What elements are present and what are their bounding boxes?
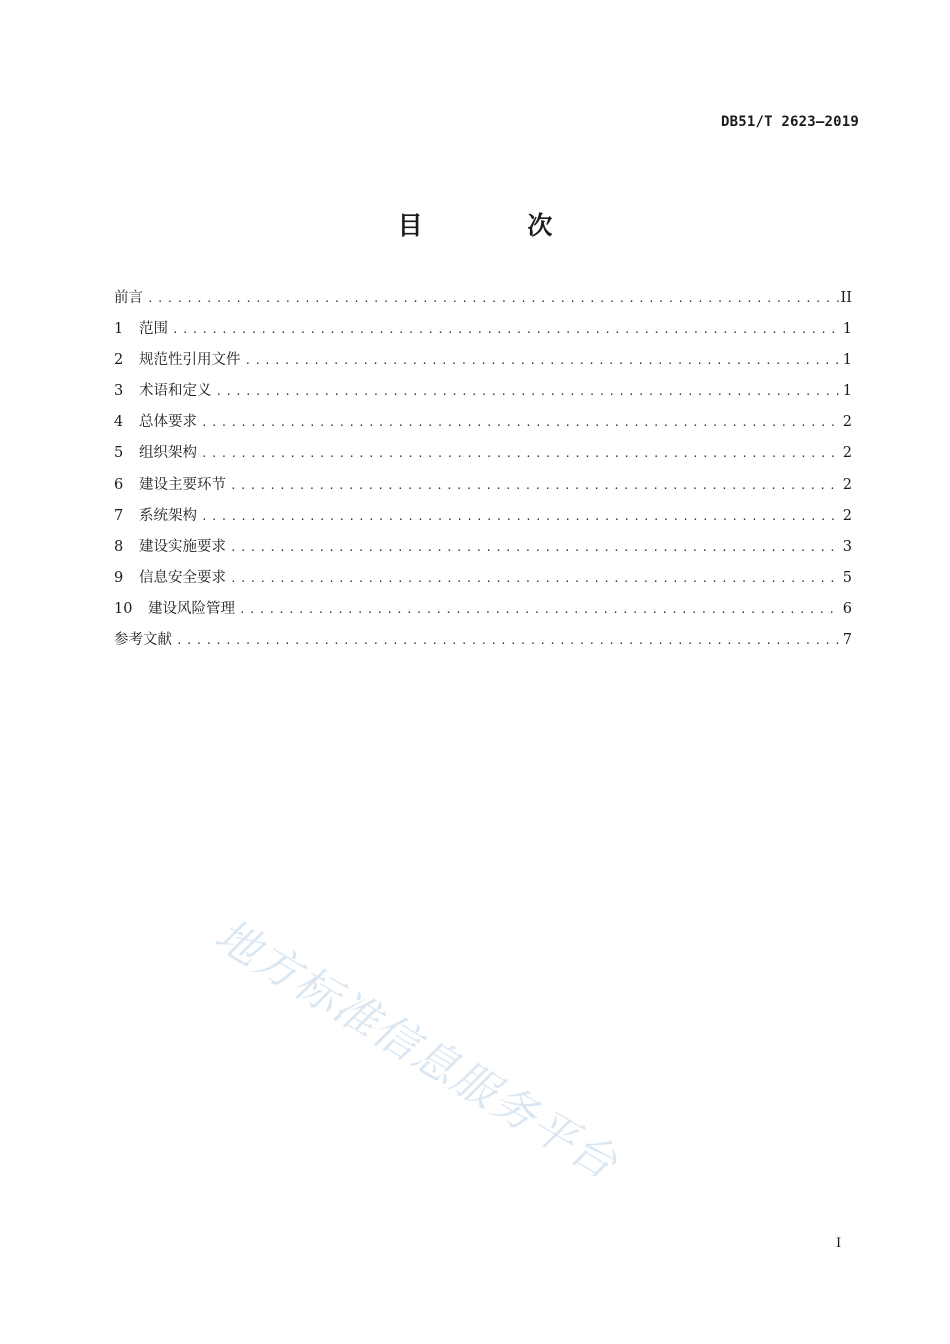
page-number: I <box>836 1236 842 1251</box>
toc-entry-number: 9 <box>114 569 124 586</box>
watermark: 地方标准信息服务平台 <box>206 909 627 1191</box>
toc-entry-page: 3 <box>842 538 852 555</box>
toc-entry-3[interactable] <box>114 379 852 410</box>
toc-entry-9[interactable] <box>114 566 852 597</box>
toc-entry-label: 参考文献 <box>114 632 172 649</box>
toc-entry-4[interactable] <box>114 410 852 441</box>
toc-entry-page: 1 <box>842 383 852 400</box>
toc-entry-number: 5 <box>114 445 124 462</box>
toc-entry-7[interactable] <box>114 504 852 535</box>
toc-entry-page: 2 <box>842 414 852 431</box>
toc-entry-label: 建设主要环节 <box>139 476 226 493</box>
dot-leader <box>201 442 840 466</box>
toc-entry-label: 建设风险管理 <box>148 600 235 617</box>
toc-entry-label: 前言 <box>114 290 143 306</box>
dot-leader <box>245 349 841 373</box>
toc-entry-page: 6 <box>842 600 852 617</box>
toc-entry-page: 5 <box>842 569 852 586</box>
toc-entry-number: 10 <box>114 600 133 617</box>
toc-entry-label: 系统架构 <box>139 507 197 524</box>
toc-entry-label: 术语和定义 <box>139 383 212 400</box>
document-code: DB51/T 2623—2019 <box>720 114 859 130</box>
toc-entry-page: II <box>840 290 852 306</box>
toc-entry-foreword[interactable] <box>114 286 852 317</box>
toc-entry-1[interactable] <box>114 317 852 348</box>
dot-leader <box>216 380 841 404</box>
dot-leader <box>172 318 840 342</box>
toc-entry-number: 1 <box>114 321 124 338</box>
dot-leader <box>230 536 840 560</box>
toc-entry-number: 7 <box>114 507 124 524</box>
dot-leader <box>147 287 840 311</box>
toc-title: 目 次 <box>397 211 601 240</box>
toc-entry-page: 7 <box>842 632 852 649</box>
table-of-contents <box>114 286 852 659</box>
toc-entry-page: 2 <box>842 445 852 462</box>
dot-leader <box>176 629 840 653</box>
toc-entry-page: 2 <box>842 507 852 524</box>
dot-leader <box>201 505 840 529</box>
toc-entry-8[interactable] <box>114 535 852 566</box>
dot-leader <box>239 598 840 622</box>
toc-entry-label: 范围 <box>139 321 168 338</box>
toc-entry-6[interactable] <box>114 473 852 504</box>
toc-entry-label: 总体要求 <box>139 414 197 431</box>
toc-entry-number: 2 <box>114 352 124 369</box>
toc-entry-number: 3 <box>114 383 124 400</box>
toc-entry-2[interactable] <box>114 348 852 379</box>
toc-entry-label: 信息安全要求 <box>139 569 226 586</box>
toc-entry-page: 1 <box>842 352 852 369</box>
toc-entry-label: 建设实施要求 <box>139 538 226 555</box>
dot-leader <box>230 567 840 591</box>
toc-entry-bibliography[interactable] <box>114 628 852 659</box>
toc-entry-page: 2 <box>842 476 852 493</box>
toc-entry-5[interactable] <box>114 441 852 472</box>
dot-leader <box>201 411 840 435</box>
toc-entry-page: 1 <box>842 321 852 338</box>
toc-entry-label: 规范性引用文件 <box>139 352 241 369</box>
toc-entry-label: 组织架构 <box>139 445 197 462</box>
toc-entry-number: 4 <box>114 414 124 431</box>
toc-entry-number: 8 <box>114 538 124 555</box>
toc-entry-number: 6 <box>114 476 124 493</box>
toc-entry-10[interactable] <box>114 597 852 628</box>
dot-leader <box>230 474 840 498</box>
